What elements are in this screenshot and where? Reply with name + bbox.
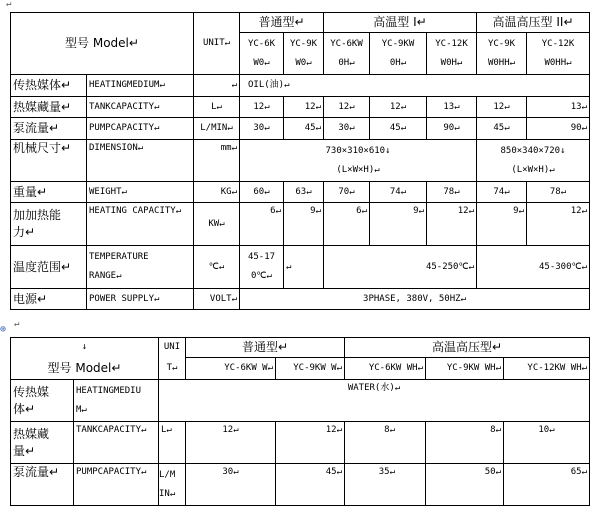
value-cell: 70↵ [324,182,370,203]
unit-header: UNI [159,338,186,358]
spec-table-water [10,337,590,506]
value-cell: 90↵ [427,118,477,140]
row-label-en: DIMENSION↵ [87,140,194,182]
value-cell: 8↵ [426,422,504,464]
row-label-cn: 重量↵ [11,182,87,203]
table-row [11,246,590,289]
row-unit: ↵ [194,75,240,97]
row-unit: VOLT↵ [194,289,240,310]
row-value: OIL(油)↵ [240,75,590,97]
row-label-en: HEATING CAPACITY↵ [87,203,194,246]
value-cell: 12↵ [276,422,345,464]
group-high-temp: 高温型 I↵ [324,13,477,33]
value-cell: 63↵ [284,182,324,203]
value-cell: 12↵ [284,97,324,118]
row-label-cn: 电源↵ [11,289,87,310]
row-unit: mm↵ [194,140,240,182]
value-cell: 12↵ [240,97,284,118]
value-cell: 12↵ [477,97,527,118]
model-cell: YC-6KW WH↵ [345,358,426,380]
value-cell: 30↵ [186,464,276,506]
unit-header: UNIT↵ [194,13,240,75]
dimension-cell: 850×340×720↓ (L×W×H)↵ [477,140,590,182]
value-cell: 13↵ [527,97,590,118]
row-label-cn: 机械尺寸↵ [11,140,87,182]
value-cell: 78↵ [427,182,477,203]
row-label-cn: 热媒藏量↵ [11,97,87,118]
group-high-temp-pressure: 高温高压型↵ [345,338,590,358]
model-cell: YC-9K W0↵ [284,33,324,75]
arrow-mark: ↓ [11,338,159,358]
value-cell: 12↵ [427,203,477,246]
table-row [11,380,590,422]
temp-range-cell: 45-250℃↵ [324,246,477,289]
value-cell: 45↵ [276,464,345,506]
model-cell: YC-9KW WH↵ [426,358,504,380]
table-anchor-icon: ⊕ [0,324,7,335]
value-cell: 74↵ [477,182,527,203]
table-row [11,75,590,97]
row-label-en: TANKCAPACITY↵ [74,422,159,464]
value-cell: 12↵ [527,203,590,246]
row-unit: ℃↵ [194,246,240,289]
spec-table-oil [10,12,590,310]
table-row [11,422,590,464]
row-label-en: WEIGHT↵ [87,182,194,203]
row-label-en: PUMPCAPACITY↵ [87,118,194,140]
row-label-en: PUMPCAPACITY↵ [74,464,159,506]
row-unit: KG↵ [194,182,240,203]
value-cell: 9↵ [370,203,427,246]
row-unit: L/M IN↵ [159,464,186,506]
table-row [11,182,590,203]
model-header: 型号 Model↵ [11,13,194,75]
model-cell: YC-9K W0HH↵ [477,33,527,75]
table-row [11,289,590,310]
row-label-cn: 泵流量↵ [11,464,74,506]
model-cell: YC-9KW W↵ [276,358,345,380]
model-cell: YC-6KW W↵ [186,358,276,380]
value-cell: 90↵ [527,118,590,140]
value-cell: 10↵ [504,422,590,464]
group-standard: 普通型↵ [186,338,345,358]
value-cell: 12↵ [186,422,276,464]
table-row [11,118,590,140]
row-label-en: HEATINGMEDIUM↵ [87,75,194,97]
value-cell: 50↵ [426,464,504,506]
value-cell: 30↵ [324,118,370,140]
table-row [11,140,590,182]
row-label-cn: 传热媒体↵ [11,75,87,97]
row-label-cn: 泵流量↵ [11,118,87,140]
value-cell: 6↵ [240,203,284,246]
value-cell: 9↵ [284,203,324,246]
row-unit: L↵ [194,97,240,118]
value-cell: 12↵ [324,97,370,118]
value-cell: 12↵ [370,97,427,118]
value-cell: 13↵ [427,97,477,118]
row-label-cn: 加加热能 力↵ [11,203,87,246]
row-unit: L/MIN↵ [194,118,240,140]
group-standard: 普通型↵ [240,13,324,33]
value-cell: 6↵ [324,203,370,246]
value-cell: 60↵ [240,182,284,203]
value-cell: 9↵ [477,203,527,246]
row-value: WATER(水)↵ [159,380,590,422]
row-unit: KW↵ [194,203,240,246]
value-cell: 45↵ [370,118,427,140]
value-cell: 35↵ [345,464,426,506]
model-cell: YC-9KW 0H↵ [370,33,427,75]
value-cell: 30↵ [240,118,284,140]
value-cell: 8↵ [345,422,426,464]
temp-range-cell: 45-17 0℃↵ [240,246,284,289]
model-cell: YC-12KW WH↵ [504,358,590,380]
value-cell: 45↵ [284,118,324,140]
dimension-cell: 730×310×610↓ (L×W×H)↵ [240,140,477,182]
model-cell: YC-12K W0H↵ [427,33,477,75]
table-row [11,203,590,246]
table-row [11,464,590,506]
model-cell: YC-12K W0HH↵ [527,33,590,75]
row-unit: L↵ [159,422,186,464]
value-cell: 74↵ [370,182,427,203]
paragraph-mark: ↵ [6,0,12,9]
row-label-en: POWER SUPPLY↵ [87,289,194,310]
group-high-temp-pressure: 高温高压型 II↵ [477,13,590,33]
value-cell: 45↵ [477,118,527,140]
row-label-en: HEATINGMEDIU M↵ [74,380,159,422]
row-label-cn: 热媒藏 量↵ [11,422,74,464]
value-cell: 65↵ [504,464,590,506]
value-cell: 78↵ [527,182,590,203]
paragraph-mark: ↵ [14,319,20,329]
unit-header: T↵ [159,358,186,380]
table-row [11,97,590,118]
model-cell: YC-6KW 0H↵ [324,33,370,75]
row-label-en: TANKCAPACITY↵ [87,97,194,118]
row-value: 3PHASE, 380V, 50HZ↵ [240,289,590,310]
row-label-cn: 温度范围↵ [11,246,87,289]
row-label-cn: 传热媒 体↵ [11,380,74,422]
temp-range-cell: ↵ [284,246,324,289]
model-cell: YC-6K W0↵ [240,33,284,75]
row-label-en: TEMPERATURE RANGE↵ [87,246,194,289]
model-header: 型号 Model↵ [11,358,159,380]
temp-range-cell: 45-300℃↵ [477,246,590,289]
